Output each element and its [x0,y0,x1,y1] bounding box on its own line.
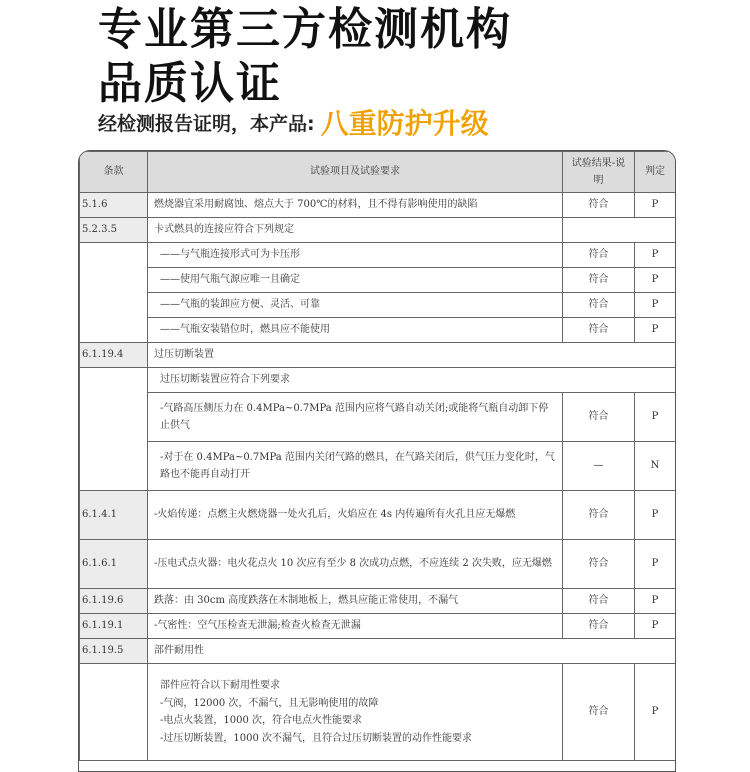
result-cell: 符合 [563,318,635,343]
result-cell [563,218,676,243]
item-cell: 跌落：由 30cm 高度跌落在木制地板上，燃具应能正常使用，不漏气 [148,589,563,614]
main-title-line2: 品质认证 [98,58,282,109]
result-cell: — [563,442,635,491]
table-row [80,243,676,268]
item-cell: -对于在 0.4MPa~0.7MPa 范围内关闭气路的燃具，在气路关闭后，供气压力变化时，气路也不能再自动打开 [148,442,563,491]
verdict-cell: P [635,318,676,343]
column-header-verdict: 判定 [635,152,676,193]
table-row [80,368,676,393]
clause-cell [80,243,148,343]
table-row [80,293,676,318]
clause-cell: 6.1.19.5 [80,639,148,664]
column-header-result: 试验结果-说明 [563,152,635,193]
table-row [80,318,676,343]
result-cell: 符合 [563,614,635,639]
item-cell: -压电式点火器：电火花点火 10 次应有至少 8 次成功点燃，不应连续 2 次失败，应无爆燃 [148,540,563,589]
item-cell: 过压切断装置 [148,343,676,368]
result-cell: 符合 [563,293,635,318]
verdict-cell: P [635,589,676,614]
verdict-cell: P [635,193,676,218]
verdict-cell: P [635,393,676,442]
result-cell: 符合 [563,393,635,442]
clause-cell: 6.1.19.6 [80,589,148,614]
table-row [80,614,676,639]
result-cell: 符合 [563,540,635,589]
item-line: 部件应符合以下耐用性要求 [160,680,280,691]
clause-cell: 6.1.6.1 [80,540,148,589]
clause-cell [80,368,148,491]
table-row [80,442,676,491]
table-header-row [80,152,676,193]
table-row [80,393,676,442]
table-row [80,491,676,540]
table-row [80,664,676,761]
column-header-clause: 条款 [80,152,148,193]
result-cell: 符合 [563,491,635,540]
item-cell [148,664,563,761]
table-row [80,589,676,614]
table-row [80,268,676,293]
result-cell: 符合 [563,243,635,268]
subtitle-accent: 八重防护升级 [320,107,489,140]
clause-cell: 6.1.4.1 [80,491,148,540]
item-cell: ——气瓶的装卸应方便、灵活、可靠 [148,293,563,318]
result-cell: 符合 [563,589,635,614]
table-row [80,540,676,589]
verdict-cell: P [635,614,676,639]
main-title-line1: 专业第三方检测机构 [98,4,512,55]
clause-cell [80,664,148,761]
verdict-cell: P [635,540,676,589]
subtitle [98,104,489,140]
item-cell: 卡式燃具的连接应符合下列规定 [148,218,563,243]
clause-cell: 5.1.6 [80,193,148,218]
item-line: -过压切断装置，1000 次不漏气，且符合过压切断装置的动作性能要求 [160,732,473,744]
item-cell: 燃烧器宜采用耐腐蚀、熔点大于 700℃的材料，且不得有影响使用的缺陷 [148,193,563,218]
item-cell: ——与气瓶连接形式可为卡压形 [148,243,563,268]
item-line: -气阀，12000 次，不漏气，且无影响使用的故障 [160,697,379,709]
item-cell: ——使用气瓶气源应唯一且确定 [148,268,563,293]
subtitle-lead: 经检测报告证明，本产品: [98,112,315,135]
item-line: -电点火装置，1000 次，符合电点火性能要求 [160,715,363,726]
verdict-cell: P [635,293,676,318]
result-cell: 符合 [563,664,635,761]
item-cell: 过压切断装置应符合下列要求 [148,368,676,393]
item-cell: ——气瓶安装错位时，燃具应不能使用 [148,318,563,343]
verdict-cell: N [635,442,676,491]
verdict-cell: P [635,243,676,268]
verdict-cell: P [635,268,676,293]
item-cell: -气路高压侧压力在 0.4MPa~0.7MPa 范围内应将气路自动关闭;或能将气瓶自动卸下停止供气 [148,393,563,442]
verdict-cell: P [635,491,676,540]
clause-cell: 5.2.3.5 [80,218,148,243]
clause-cell: 6.1.19.1 [80,614,148,639]
item-cell: -火焰传递：点燃主火燃烧器一处火孔后，火焰应在 4s 内传遍所有火孔且应无爆燃 [148,491,563,540]
table-row [80,193,676,218]
column-header-item: 试验项目及试验要求 [148,152,563,193]
item-cell: 部件耐用性 [148,639,676,664]
clause-cell: 6.1.19.4 [80,343,148,368]
table-row [80,343,676,368]
verdict-cell: P [635,664,676,761]
table-row [80,639,676,664]
item-cell: -气密性：空气压检查无泄漏;检查火检查无泄漏 [148,614,563,639]
result-cell: 符合 [563,268,635,293]
test-report-table [78,150,676,772]
result-cell: 符合 [563,193,635,218]
table-row [80,218,676,243]
